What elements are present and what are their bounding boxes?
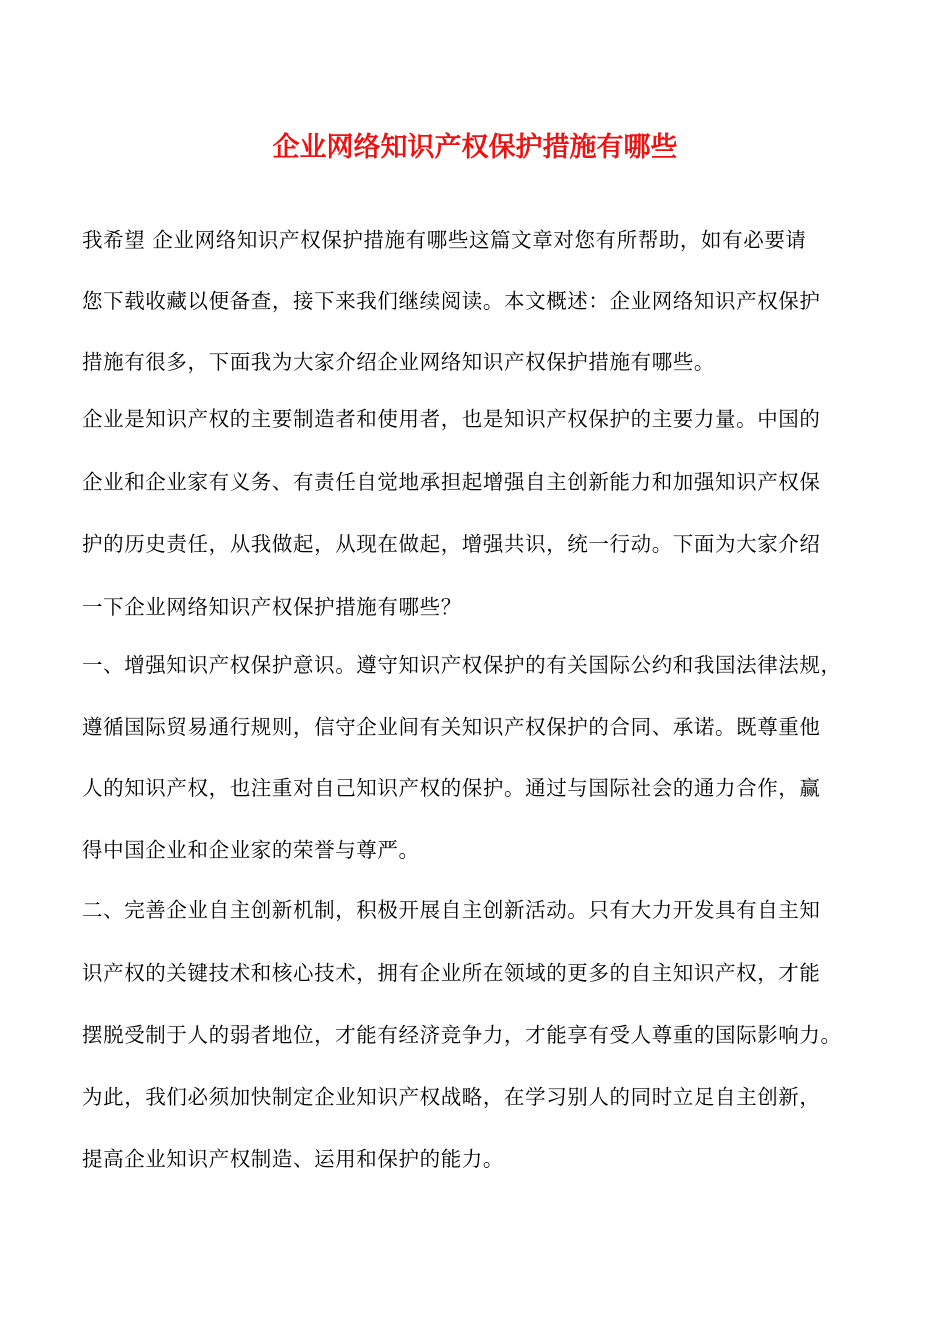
document-title: 企业网络知识产权保护措施有哪些 [272, 132, 678, 163]
paragraph-4-line-5: 提高企业知识产权制造、运用和保护的能力。 [82, 1147, 504, 1171]
paragraph-3-line-3: 人的知识产权，也注重对自己知识产权的保护。通过与国际社会的通力合作，赢 [82, 776, 821, 800]
paragraph-4-line-3: 摆脱受制于人的弱者地位，才能有经济竞争力，才能享有受人尊重的国际影响力。 [82, 1023, 842, 1047]
paragraph-2-line-3: 护的历史责任，从我做起，从现在做起，增强共识，统一行动。下面为大家介绍 [82, 532, 821, 556]
paragraph-4-line-4: 为此，我们必须加快制定企业知识产权战略，在学习别人的同时立足自主创新， [82, 1085, 821, 1109]
paragraph-2-line-1: 企业是知识产权的主要制造者和使用者，也是知识产权保护的主要力量。中国的 [82, 407, 821, 431]
paragraph-4-line-2: 识产权的关键技术和核心技术，拥有企业所在领域的更多的自主知识产权，才能 [82, 961, 821, 985]
paragraph-3-line-4: 得中国企业和企业家的荣誉与尊严。 [82, 838, 420, 862]
paragraph-4-line-1: 二、完善企业自主创新机制，积极开展自主创新活动。只有大力开发具有自主知 [82, 898, 821, 922]
paragraph-3-line-2: 遵循国际贸易通行规则，信守企业间有关知识产权保护的合同、承诺。既尊重他 [82, 715, 821, 739]
paragraph-1-line-3: 措施有很多，下面我为大家介绍企业网络知识产权保护措施有哪些。 [82, 350, 715, 374]
paragraph-2-line-2: 企业和企业家有义务、有责任自觉地承担起增强自主创新能力和加强知识产权保 [82, 470, 821, 494]
paragraph-3-line-1: 一、增强知识产权保护意识。遵守知识产权保护的有关国际公约和我国法律法规， [82, 653, 842, 677]
paragraph-1-line-2: 您下载收藏以便备查，接下来我们继续阅读。本文概述：企业网络知识产权保护 [82, 289, 821, 313]
paragraph-1-line-1: 我希望 企业网络知识产权保护措施有哪些这篇文章对您有所帮助，如有必要请 [82, 228, 807, 252]
paragraph-2-line-4: 一下企业网络知识产权保护措施有哪些？ [82, 595, 462, 619]
